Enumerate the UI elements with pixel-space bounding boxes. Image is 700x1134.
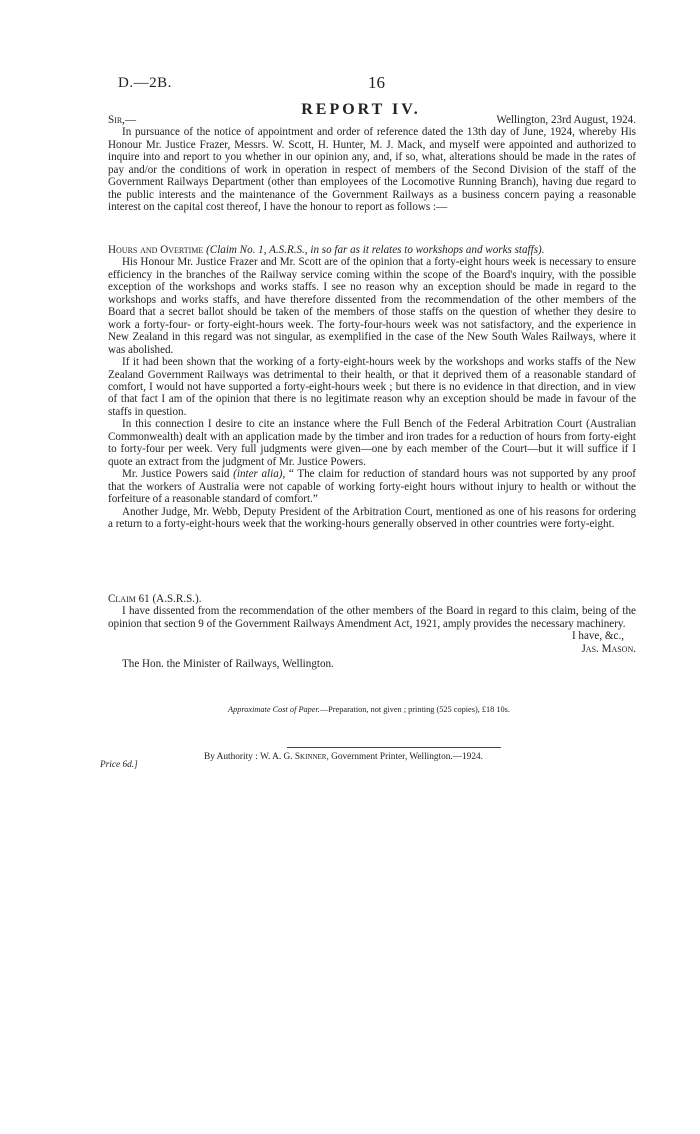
place-date: Wellington, 23rd August, 1924. [496,114,636,126]
salutation: Sir,— [108,114,137,126]
quote-italic: (inter alia), [233,468,286,481]
addressee: The Hon. the Minister of Railways, Wellington. [122,658,334,671]
paragraph: I have dissented from the recommendation of the other members of the Board in regard to this claim, being of the opinion that section 9 of the Government Railways Amendment Act, 1921, amply provides the necessary machinery. [108,605,636,630]
section-heading [108,244,636,256]
section-heading-rest: 61 (A.S.R.S.). [138,593,202,605]
divider [287,747,501,748]
salutation-row [108,114,636,126]
authority-prefix: By Authority : [204,752,258,762]
quote-text: “ The claim for reduction of standard hours was not supported by any proof that the workers of Australia were not capable of working forty-eight hours without injury to health or without the forfeiture of a reasonable standard of comfort.” [108,468,636,506]
quote-lead: Mr. Justice Powers said [122,468,230,481]
paragraph: His Honour Mr. Justice Frazer and Mr. Scott are of the opinion that a forty-eight hours week is necessary to ensure efficiency in the branches of the Railway service coming within the scope of the Board's inquiry, with the possible exception of the workshops and works staffs. I see no reason why an exception should be made in regard to the workshops and works staffs, and have therefore dissented from the recommendation of the other members of the Board that a secret ballot should be taken of the members of those staffs on the question of whether they desire to work a forty-four- or forty-eight-hours week. The forty-four-hours week was not satisfactory, and the experience in New Zealand in this regard was not singular, as exemplified in the case of the New South Wales Railways, where it was abolished. [108,256,636,356]
intro-paragraph: In pursuance of the notice of appointment and order of reference dated the 13th day of June, 1924, whereby His Honour Mr. Justice Frazer, Messrs. W. Scott, H. Hunter, M. J. Mack, and myself were appointed and authorized to inquire into and report to you whether in our opinion any, and, if so, what, alterations should be made in the rates of pay and/or the conditions of work in operation in respect of members of the Second Division of the staff of the Government Railways Department (other than employees of the Locomotive Running Branch), having due regard to the public interests and the maintenance of the Government Railways as a business concern paying a reasonable interest on the capital cost thereof, I have the honour to report as follows :— [108,126,636,214]
paragraph: In this connection I desire to cite an instance where the Full Bench of the Federal Arbitration Court (Australian Commonwealth) dealt with an application made by the timber and iron trades for a reduction of hours from forty-eight to forty-four per week. Very full judgments were given—one by each member of the Court—but it will suffice if I quote an extract from the judgment of Mr. Justice Powers. [108,418,636,468]
section-hours-overtime [108,244,636,530]
section-heading [108,593,636,605]
paragraph: If it had been shown that the working of a forty-eight-hours week by the workshops and works staffs of the New Zealand Government Railways was detrimental to their health, or that it deprived them of a reasonable standard of comfort, I would not have supported a forty-eight-hours week ; but there is no evidence in that direction, and in view of that fact I am of the opinion that there is no legitimate reason why an exception should be made in favour of the staffs in question. [108,356,636,418]
signature: Jas. Mason. [581,642,636,655]
price: Price 6d.] [100,760,138,770]
printer-authority [204,752,483,762]
cost-text: —Preparation, not given ; printing (525 copies), £18 10s. [319,705,510,714]
printer-name: W. A. G. Skinner [260,752,327,762]
section-claim-61 [108,593,636,671]
sign-off: I have, &c., [571,630,624,643]
report-body [108,114,636,214]
section-heading-caps: Claim [108,593,136,605]
section-heading-italic: (Claim No. 1, A.S.R.S., in so far as it relates to workshops and works staffs). [206,244,545,256]
report-title: REPORT IV. [301,101,421,118]
document-reference: D.—2B. [118,75,172,91]
page-number: 16 [368,73,385,92]
authority-suffix: , Government Printer, Wellington.—1924. [326,752,483,762]
cost-label: Approximate Cost of Paper. [228,705,320,714]
paragraph: Another Judge, Mr. Webb, Deputy President of the Arbitration Court, mentioned as one of his reasons for ordering a return to a forty-eight-hours week that the working-hours generally observed in other countries were forty-eight. [108,505,636,530]
section-heading-caps: Hours and Overtime [108,244,204,256]
quote-paragraph [108,468,636,505]
cost-note [228,705,510,714]
